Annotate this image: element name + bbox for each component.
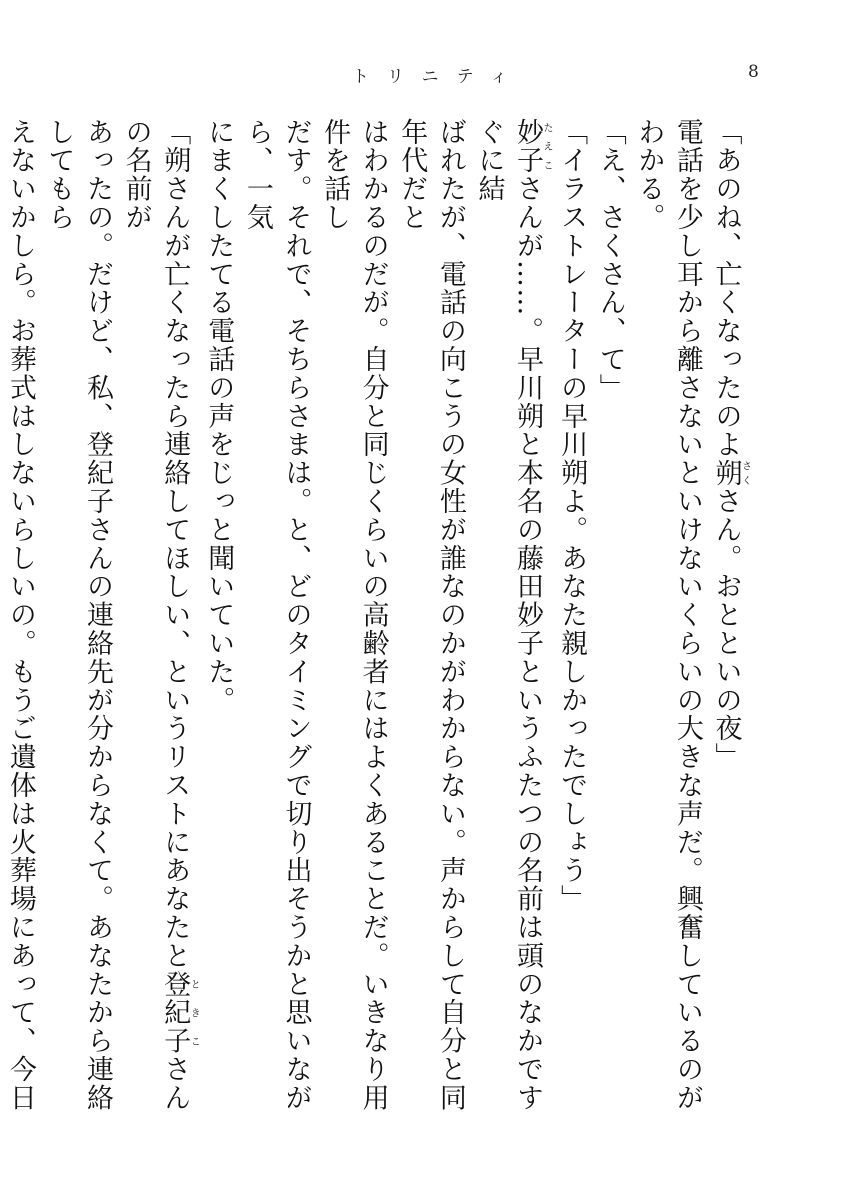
text-line: 電話を少し耳から離さないといけないくらいの大きな声だ。興奮しているのがわかる。 — [633, 118, 703, 1112]
furigana: 登紀子ときこ — [159, 970, 200, 1056]
text-line: はわかるのだが。自分と同じくらいの高齢者にはよくあることだ。いきなり用件を話し — [319, 118, 389, 1112]
text-line: 「朔さんが亡くなったら連絡してほしい、というリストにあなたと登紀子ときこさんの名前が — [120, 118, 200, 1113]
text-line: 「あのね、亡くなったのよ朔さくさん。おとといの夜」 — [710, 118, 751, 772]
text-line: えないかしら。お葬式はしないらしいの。もうご遺体は火葬場にあって、今日 — [4, 118, 36, 1112]
text-line: にまくしたてる電話の声をじっと聞いていた。 — [203, 118, 235, 715]
text-line: 妙子たえこさんが……。早川朔と本名の藤田妙子というふたつの名前は頭のなかですぐに結 — [473, 118, 553, 1113]
furigana: 妙子たえこ — [512, 118, 553, 175]
running-head-title: トリニティ — [352, 67, 526, 87]
text-line: 「イラストレーターの早川朔よ。あなた親しかったでしょう」 — [556, 118, 588, 914]
text-line: 「え、さくさん、て」 — [594, 118, 626, 402]
furigana: 朔さく — [710, 458, 751, 488]
body-text — [4, 118, 751, 1118]
text-line: ばれたが、電話の向こうの女性が誰なのかがわからない。声からして自分と同年代だと — [396, 118, 466, 1112]
page-number: 8 — [748, 62, 759, 82]
text-line: あったの。だけど、私、登紀子さんの連絡先が分からなくて。あなたから連絡してもら — [43, 118, 113, 1112]
text-line: だす。それで、そちらさまは。と、どのタイミングで切り出そうかと思いながら、一気 — [241, 118, 312, 1112]
